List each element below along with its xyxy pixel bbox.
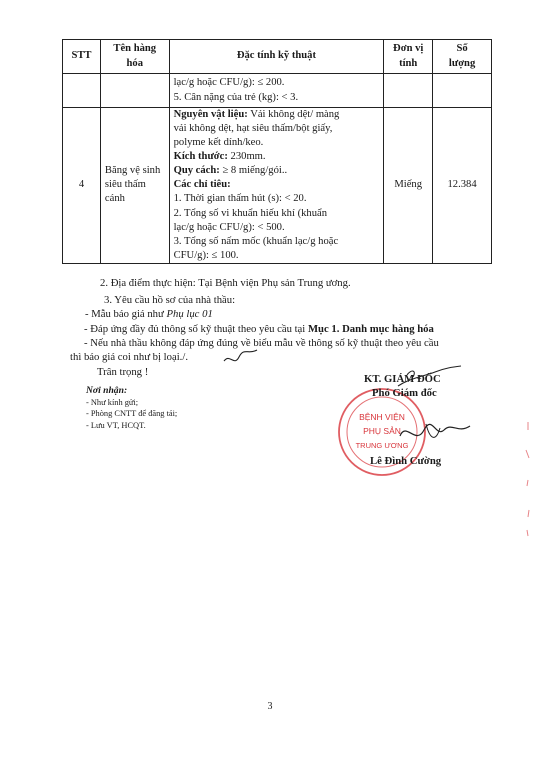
svg-text:BỆNH VIỆN: BỆNH VIỆN	[359, 412, 405, 422]
regards-text: Trân trọng !	[97, 366, 149, 378]
header-item-name: Tên hàng hóa	[100, 40, 169, 74]
recipient-item: - Lưu VT, HCQT.	[86, 420, 146, 430]
header-specification: Đặc tính kỹ thuật	[169, 40, 384, 74]
header-quantity: Số lượng	[433, 40, 492, 74]
cell-quantity: 12.384	[433, 108, 492, 264]
recipients-title: Nơi nhận:	[86, 385, 128, 396]
signature-position: Phó Giám đốc	[372, 387, 437, 399]
criteria-label: Các chỉ tiêu:	[173, 179, 231, 191]
table-row	[63, 108, 492, 264]
packaging-label: Quy cách:	[173, 165, 220, 177]
requirement-item-1: - Mẫu báo giá như Phụ lục 01	[85, 308, 213, 320]
recipients-block	[86, 385, 177, 431]
cell-empty	[433, 74, 492, 108]
cell-empty	[100, 74, 169, 108]
cell-continued-spec: lạc/g hoặc CFU/g): ≤ 200. 5. Cân nặng của trẻ (kg): < 3.	[169, 74, 384, 108]
requirement-item-3-continued: thì báo giá coi như bị loại./.	[70, 351, 188, 363]
cell-empty	[384, 74, 433, 108]
cell-specification: Nguyên vật liệu: Vải không dệt/ màng vải không dệt, hạt siêu thấm/bột giấy, polyme kết dính/keo. Kích thước: 230mm. Quy cách: ≥ 8 miếng/gói.. Các chỉ tiêu: 1. Thời gian thấm hút (s): < 20. 2. Tổng số vi khuẩn hiếu khí (khuẩn lạc/g hoặc CFU/g): < 500. 3. Tổng số nấm mốc (khuẩn lạc/g hoặc CFU/g): ≤ 100.	[169, 108, 384, 264]
location-paragraph: 2. Địa điểm thực hiện: Tại Bệnh viện Phụ sản Trung ương.	[100, 277, 351, 289]
header-unit: Đơn vị tính	[384, 40, 433, 74]
materials-label: Nguyên vật liệu:	[173, 109, 248, 120]
page-number: 3	[267, 701, 273, 712]
table-header-row	[63, 40, 492, 74]
cell-empty	[63, 74, 101, 108]
signature-role: KT. GIÁM ĐỐC	[364, 373, 441, 385]
signature-flourish-top	[395, 364, 465, 394]
header-stt: STT	[63, 40, 101, 74]
svg-text:TRUNG ƯƠNG: TRUNG ƯƠNG	[355, 441, 409, 450]
cell-item-name: Băng vệ sinh siêu thấm cánh	[100, 108, 169, 264]
cell-stt: 4	[63, 108, 101, 264]
recipient-item: - Như kính gửi;	[86, 397, 139, 407]
signer-name: Lê Đình Cường	[370, 455, 442, 467]
requirements-heading: 3. Yêu cầu hồ sơ của nhà thầu:	[104, 294, 236, 306]
table-row-continued	[63, 74, 492, 108]
initial-scribble	[222, 347, 260, 371]
specification-table	[62, 39, 492, 264]
cell-unit: Miếng	[384, 108, 433, 264]
handwritten-signature	[396, 416, 474, 450]
page-edge-mark	[522, 420, 534, 540]
requirement-item-3: - Nếu nhà thầu không đáp ứng đúng về biểu mẫu về thông số kỹ thuật theo yêu cầu	[84, 337, 439, 349]
svg-text:PHỤ SẢN: PHỤ SẢN	[363, 426, 401, 436]
requirement-item-2: - Đáp ứng đầy đủ thông số kỹ thuật theo yêu cầu tại Mục 1. Danh mục hàng hóa	[84, 323, 434, 335]
recipient-item: - Phòng CNTT để đăng tải;	[86, 409, 178, 418]
size-label: Kích thước:	[173, 151, 228, 163]
